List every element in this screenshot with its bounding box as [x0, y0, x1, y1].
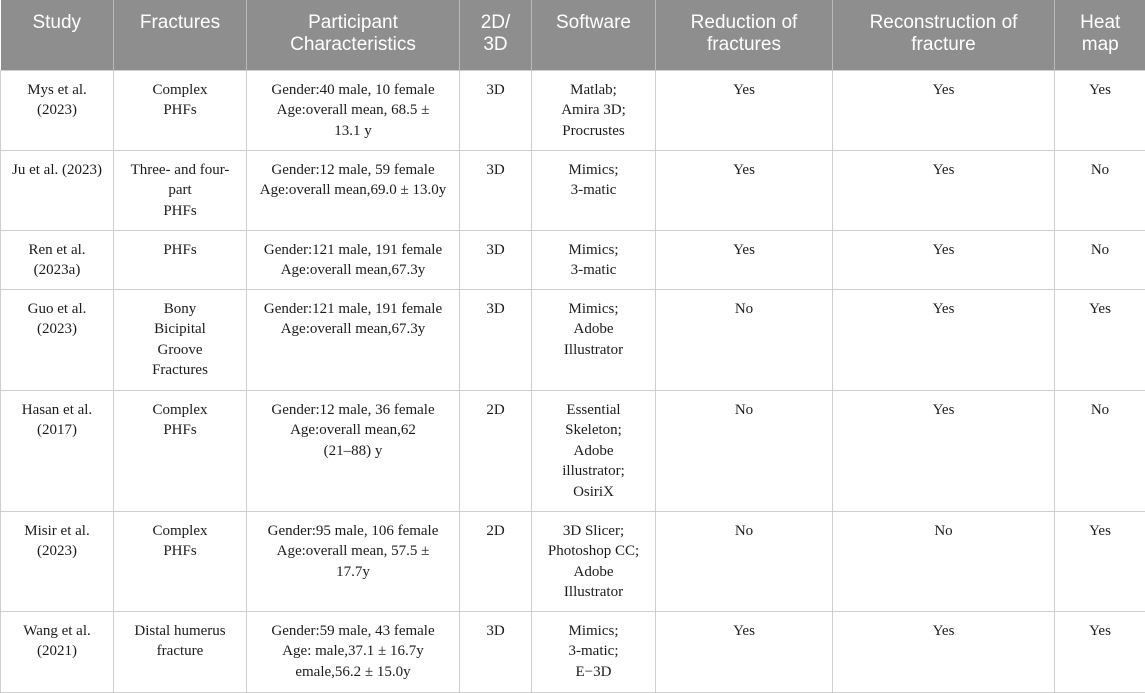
header-fractures: Fractures — [114, 0, 247, 70]
header-reconstruction: Reconstruction of fracture — [833, 0, 1055, 70]
cell-dimension: 2D — [460, 511, 532, 611]
cell-reduction: No — [656, 289, 833, 390]
cell-software: Mimics; 3-matic — [532, 230, 656, 289]
header-row — [1, 0, 1145, 70]
cell-study: Hasan et al. (2017) — [1, 390, 114, 511]
cell-heat-map: No — [1055, 230, 1145, 289]
cell-reconstruction: Yes — [833, 70, 1055, 150]
cell-dimension: 3D — [460, 150, 532, 230]
cell-software: Mimics; 3-matic — [532, 150, 656, 230]
cell-dimension: 3D — [460, 289, 532, 390]
table-body — [1, 70, 1145, 692]
cell-participants: Gender:121 male, 191 female Age:overall mean,67.3y — [247, 230, 460, 289]
table-row — [1, 390, 1145, 511]
cell-fractures: Complex PHFs — [114, 390, 247, 511]
cell-dimension: 3D — [460, 611, 532, 692]
table-row — [1, 289, 1145, 390]
cell-participants: Gender:12 male, 36 female Age:overall mean,62 (21–88) y — [247, 390, 460, 511]
table-row — [1, 70, 1145, 150]
cell-dimension: 2D — [460, 390, 532, 511]
cell-participants: Gender:12 male, 59 female Age:overall mean,69.0 ± 13.0y — [247, 150, 460, 230]
cell-reduction: Yes — [656, 230, 833, 289]
cell-participants: Gender:95 male, 106 female Age:overall mean, 57.5 ± 17.7y — [247, 511, 460, 611]
cell-dimension: 3D — [460, 70, 532, 150]
header-reduction: Reduction of fractures — [656, 0, 833, 70]
cell-reconstruction: No — [833, 511, 1055, 611]
cell-fractures: Bony Bicipital Groove Fractures — [114, 289, 247, 390]
cell-participants: Gender:40 male, 10 female Age:overall mean, 68.5 ± 13.1 y — [247, 70, 460, 150]
cell-study: Wang et al. (2021) — [1, 611, 114, 692]
cell-heat-map: Yes — [1055, 611, 1145, 692]
cell-software: Mimics; Adobe Illustrator — [532, 289, 656, 390]
header-software: Software — [532, 0, 656, 70]
cell-reduction: Yes — [656, 70, 833, 150]
cell-study: Guo et al. (2023) — [1, 289, 114, 390]
cell-reduction: No — [656, 390, 833, 511]
header-heat-map: Heat map — [1055, 0, 1145, 70]
cell-reduction: No — [656, 511, 833, 611]
table-row — [1, 230, 1145, 289]
cell-study: Ren et al. (2023a) — [1, 230, 114, 289]
cell-software: Mimics; 3-matic; E−3D — [532, 611, 656, 692]
table-row — [1, 511, 1145, 611]
cell-software: Matlab; Amira 3D; Procrustes — [532, 70, 656, 150]
cell-heat-map: Yes — [1055, 289, 1145, 390]
cell-participants: Gender:59 male, 43 female Age: male,37.1 ± 16.7y emale,56.2 ± 15.0y — [247, 611, 460, 692]
cell-fractures: Complex PHFs — [114, 511, 247, 611]
cell-fractures: Complex PHFs — [114, 70, 247, 150]
cell-study: Ju et al. (2023) — [1, 150, 114, 230]
cell-study: Mys et al. (2023) — [1, 70, 114, 150]
cell-reconstruction: Yes — [833, 289, 1055, 390]
header-study: Study — [1, 0, 114, 70]
cell-study: Misir et al. (2023) — [1, 511, 114, 611]
cell-heat-map: No — [1055, 390, 1145, 511]
cell-reconstruction: Yes — [833, 390, 1055, 511]
table-row — [1, 611, 1145, 692]
cell-fractures: Three- and four- part PHFs — [114, 150, 247, 230]
cell-reconstruction: Yes — [833, 150, 1055, 230]
header-dimension: 2D/ 3D — [460, 0, 532, 70]
table-header — [1, 0, 1145, 70]
cell-dimension: 3D — [460, 230, 532, 289]
cell-reconstruction: Yes — [833, 230, 1055, 289]
cell-software: Essential Skeleton; Adobe illustrator; OsiriX — [532, 390, 656, 511]
cell-heat-map: Yes — [1055, 511, 1145, 611]
cell-software: 3D Slicer; Photoshop CC; Adobe Illustrator — [532, 511, 656, 611]
cell-fractures: PHFs — [114, 230, 247, 289]
cell-reduction: Yes — [656, 611, 833, 692]
header-participant-characteristics: Participant Characteristics — [247, 0, 460, 70]
cell-reduction: Yes — [656, 150, 833, 230]
cell-heat-map: Yes — [1055, 70, 1145, 150]
cell-fractures: Distal humerus fracture — [114, 611, 247, 692]
table-row — [1, 150, 1145, 230]
cell-participants: Gender:121 male, 191 female Age:overall mean,67.3y — [247, 289, 460, 390]
cell-heat-map: No — [1055, 150, 1145, 230]
cell-reconstruction: Yes — [833, 611, 1055, 692]
